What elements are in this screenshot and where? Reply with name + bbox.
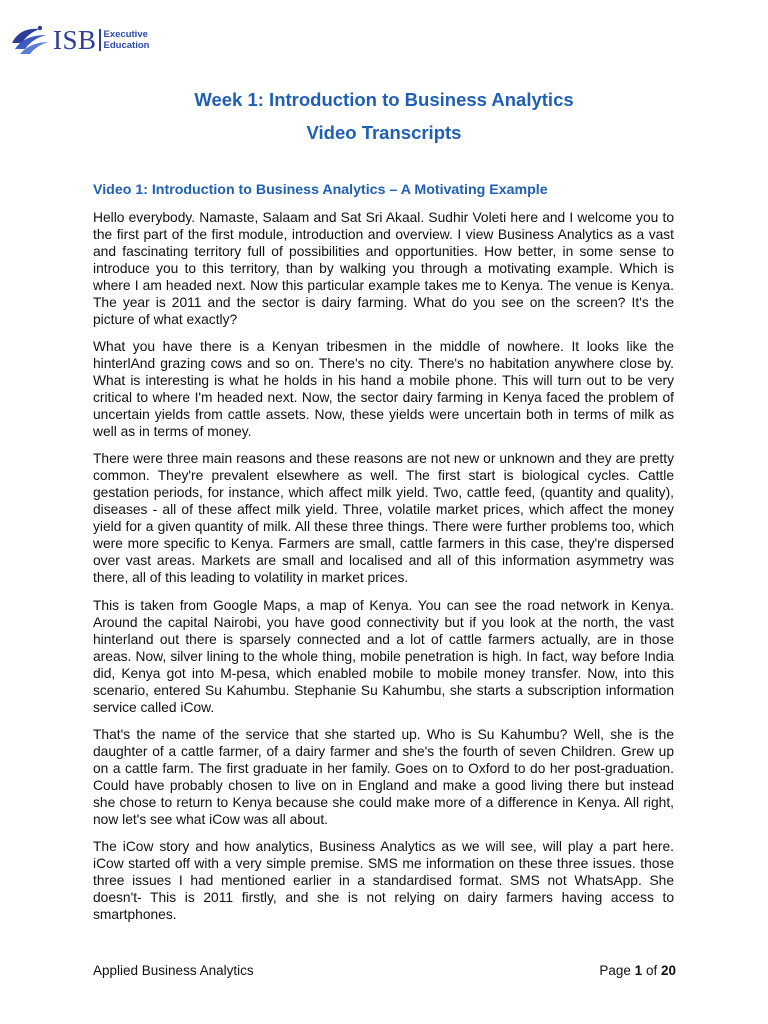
transcript-paragraph: What you have there is a Kenyan tribesmen in the middle of nowhere. It looks like the hinterlAnd grazing cows and so on. There's no city. There's no habitation anywhere close by. What is interesting is what he holds in his hand a mobile phone. This will turn out to be very critical to where I'm headed next. Now, the sector dairy farming in Kenya faced the problem of uncertain yields from cattle assets. Now, these yields were uncertain both in terms of milk as well as in terms of money. [93,339,674,440]
transcript-paragraph: The iCow story and how analytics, Business Analytics as we will see, will play a part here. iCow started off with a very simple premise. SMS me information on these three issues. those three issues I had mentioned earlier in a standardised format. SMS not WhatsApp. She doesn't- This is 2011 firstly, and she is not relying on dairy farmers having access to smartphones. [93,838,674,922]
footer-page-current: 1 [634,963,643,978]
transcript-paragraph: That's the name of the service that she started up. Who is Su Kahumbu? Well, she is the daughter of a cattle farmer, of a dairy farmer and she's the fourth of seven Children. Grew up on a cattle farm. The first graduate in her family. Goes on to Oxford to do her post-graduation. Could have probably chosen to live on in England and make a good living there but instead she chose to return to Kenya because she could make more of a difference in Kenya. All right, now let's see what iCow was all about. [93,726,674,827]
logo-subtitle-line2: Education [103,40,150,51]
isb-emblem-icon [10,23,50,57]
footer-page-total: 20 [660,963,676,978]
isb-logo [10,20,150,60]
logo-subtitle-line1: Executive [103,29,148,40]
transcript-paragraph: Hello everybody. Namaste, Salaam and Sat Sri Akaal. Sudhir Voleti here and I welcome you to the first part of the first module, introduction and overview. I view Business Analytics as a vast and fascinating territory full of possibilities and opportunities. How better, in some sense to introduce you to this territory, than by walking you through a motivating example. Which is where I am headed next. Now this particular example takes me to Kenya. The venue is Kenya. The year is 2011 and the sector is dairy farming. What do you see on the screen? It's the picture of what exactly? [93,210,674,327]
footer-page-number [599,963,676,978]
footer-course-name: Applied Business Analytics [93,963,254,978]
footer-page-label: Page [599,963,631,978]
transcript-body [93,209,674,933]
footer-page-of: of [645,963,658,978]
page-footer [93,963,676,978]
logo-subtitle [104,29,150,51]
document-title: Week 1: Introduction to Business Analytics [194,89,574,110]
transcript-paragraph: This is taken from Google Maps, a map of Kenya. You can see the road network in Kenya. Around the capital Nairobi, you have good connectivity but if you look at the north, the vast hinterland out there is sparsely connected and a lot of cattle farmers actually, are in those areas. Now, silver lining to the whole thing, mobile penetration is high. In fact, way before India did, Kenya got into M-pesa, which enabled mobile to mobile money transfer. Now, into this scenario, entered Su Kahumbu. Stephanie Su Kahumbu, she starts a subscription information service called iCow. [93,597,674,715]
transcript-paragraph: There were three main reasons and these reasons are not new or unknown and they are pretty common. They're prevalent elsewhere as well. The first start is biological cycles. Cattle gestation periods, for instance, which affect milk yield. Two, cattle feed, (quantity and quality), diseases - all of these affect milk yield. Three, volatile market prices, which affect the money yield for a given quantity of milk. All these three things. There were further problems too, which were more specific to Kenya. Farmers are small, cattle farmers in this case, they're dispersed over vast areas. Markets are small and localised and all of this information asymmetry was there, all of this leading to volatility in market prices. [93,451,674,586]
video-section-heading: Video 1: Introduction to Business Analytics – A Motivating Example [93,182,548,198]
logo-divider [99,29,101,51]
logo-wordmark: ISB [53,24,97,55]
document-subtitle: Video Transcripts [306,122,462,143]
